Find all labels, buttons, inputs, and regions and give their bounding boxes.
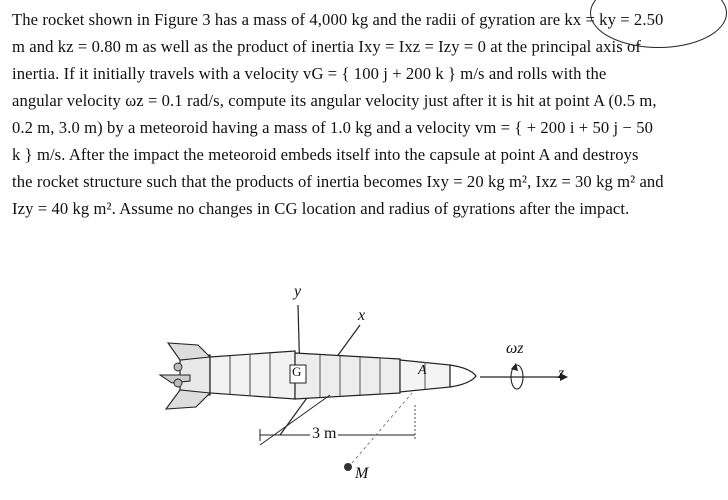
rocket-body: [160, 343, 476, 409]
problem-line: k } m/s. After the impact the meteoroid embeds itself into the capsule at point A and destroys: [12, 145, 639, 164]
z-axis-label: z: [558, 365, 565, 382]
x-axis-label: x: [358, 307, 366, 324]
rocket-diagram: [150, 285, 590, 495]
meteoroid-path: [352, 393, 412, 463]
rocket-figure: [150, 285, 590, 495]
problem-line: Izy = 40 kg m². Assume no changes in CG location and radius of gyrations after the impact.: [12, 199, 630, 218]
problem-line: The rocket shown in Figure 3 has a mass of 4,000 kg and the radii of gyration are kx = ky = 2.50: [12, 10, 664, 29]
problem-line: m and kz = 0.80 m as well as the product of inertia Ixy = Ixz = Izy = 0 at the principal axis of: [12, 37, 642, 56]
omega-z-label: ωz: [506, 340, 524, 357]
point-a-label: A: [418, 363, 427, 378]
dimension-label: 3 m: [312, 425, 337, 442]
point-g-label: G: [292, 364, 302, 379]
problem-line: 0.2 m, 3.0 m) by a meteoroid having a mass of 1.0 kg and a velocity vm = { + 200 i + 50 j − 50: [12, 118, 654, 137]
problem-line: inertia. If it initially travels with a velocity vG = { 100 j + 200 k } m/s and rolls with the: [12, 64, 607, 83]
point-m-label: M: [355, 465, 369, 482]
problem-line: the rocket structure such that the products of inertia becomes Ixy = 20 kg m², Ixz = 30 kg m² and: [12, 172, 664, 191]
y-axis-label: y: [294, 283, 302, 300]
problem-line: angular velocity ωz = 0.1 rad/s, compute its angular velocity just after it is hit at point A (0.5 m,: [12, 91, 657, 110]
meteoroid-dot: [344, 463, 352, 471]
